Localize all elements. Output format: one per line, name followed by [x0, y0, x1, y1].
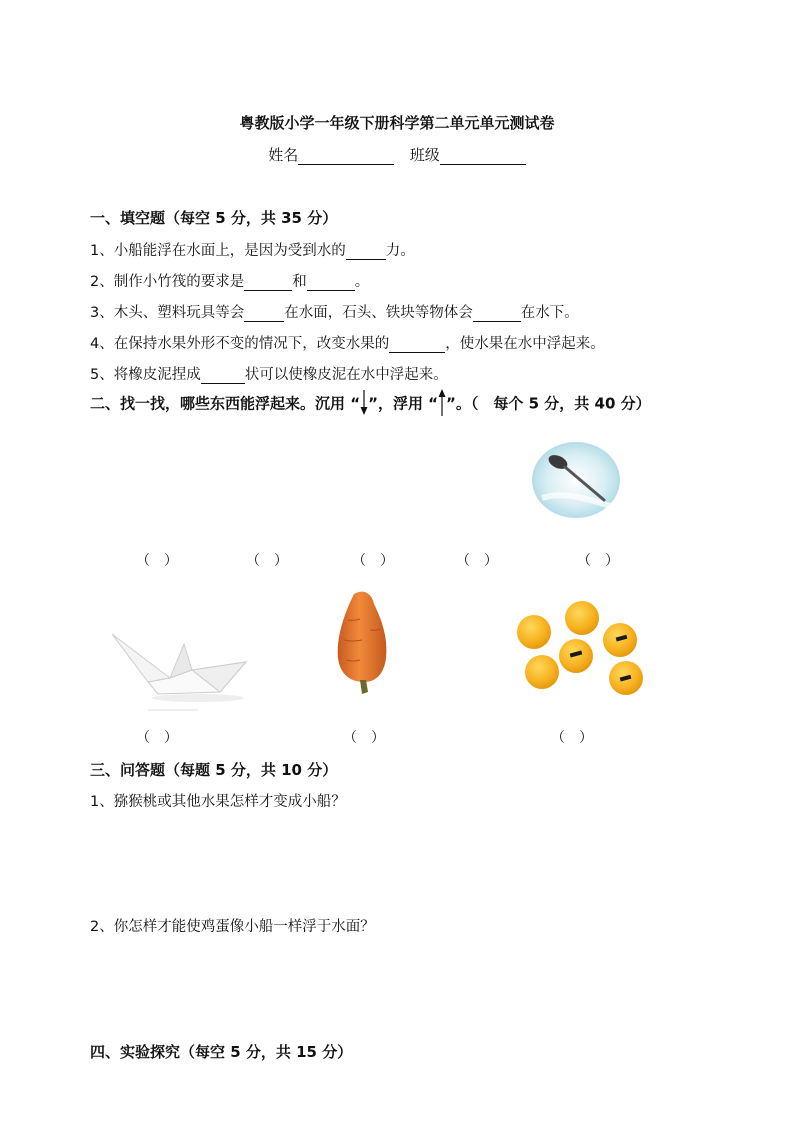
- question-text: 在水下。: [520, 305, 579, 321]
- ping-pong-balls-picture: [512, 596, 648, 706]
- question-text: 状可以使橡皮泥在水中浮起来。: [244, 367, 448, 383]
- heading-text: ”，浮用 “: [368, 394, 439, 413]
- answer-blank[interactable]: [201, 369, 245, 384]
- question-text: 在水面，石头、铁块等物体会: [284, 305, 473, 321]
- question-1-3: [90, 301, 579, 322]
- heading-text: ”。（ 每个 5 分，共 40 分）: [446, 394, 651, 413]
- student-info-line: [0, 144, 794, 165]
- question-text: 力。: [385, 243, 415, 259]
- answer-blank[interactable]: [389, 338, 445, 353]
- answer-paren[interactable]: （ ）: [136, 730, 178, 746]
- question-text: 3、木头、塑料玩具等会: [90, 305, 245, 321]
- carrot-picture: [334, 590, 390, 700]
- answer-paren[interactable]: （ ）: [343, 730, 385, 746]
- answer-paren[interactable]: （ ）: [577, 553, 619, 569]
- question-3-1: 1、猕猴桃或其他水果怎样才变成小船？: [90, 794, 346, 810]
- question-1-4: [90, 332, 605, 353]
- question-1-2: [90, 270, 369, 291]
- question-text: 1、小船能浮在水面上，是因为受到水的: [90, 243, 346, 259]
- heading-text: 二、找一找，哪些东西能浮起来。沉用 “: [90, 394, 361, 413]
- name-blank[interactable]: [298, 150, 394, 165]
- question-text: ，使水果在水中浮起来。: [445, 336, 605, 352]
- answer-paren[interactable]: （ ）: [551, 730, 593, 746]
- answer-paren[interactable]: （ ）: [456, 553, 498, 569]
- question-text: 。: [354, 274, 370, 290]
- paper-boat-picture: [108, 622, 250, 714]
- question-text: 和: [292, 274, 307, 290]
- answer-paren[interactable]: （ ）: [246, 553, 288, 569]
- question-3-2: 2、你怎样才能使鸡蛋像小船一样浮于水面？: [90, 919, 375, 935]
- answer-paren[interactable]: （ ）: [136, 553, 178, 569]
- answer-blank[interactable]: [244, 307, 284, 322]
- spoon-picture: [530, 440, 622, 520]
- question-1-5: [90, 363, 448, 384]
- answer-blank[interactable]: [473, 307, 521, 322]
- name-label: 姓名: [268, 146, 299, 164]
- question-text: 5、将橡皮泥捏成: [90, 367, 201, 383]
- section4-heading: 四、实验探究（每空 5 分，共 15 分）: [90, 1043, 353, 1061]
- section2-heading: [90, 390, 651, 418]
- answer-blank[interactable]: [244, 276, 292, 291]
- answer-paren[interactable]: （ ）: [352, 553, 394, 569]
- question-text: 4、在保持水果外形不变的情况下，改变水果的: [90, 336, 390, 352]
- page-title: 粤教版小学一年级下册科学第二单元单元测试卷: [239, 114, 555, 132]
- answer-blank[interactable]: [307, 276, 355, 291]
- arrow-up-icon: [438, 390, 446, 418]
- question-1-1: [90, 239, 415, 260]
- arrow-down-icon: [360, 390, 368, 418]
- class-blank[interactable]: [440, 150, 526, 165]
- answer-blank[interactable]: [346, 245, 386, 260]
- section3-heading: 三、问答题（每题 5 分，共 10 分）: [90, 761, 338, 779]
- class-label: 班级: [409, 146, 440, 164]
- question-text: 2、制作小竹筏的要求是: [90, 274, 245, 290]
- section1-heading: 一、填空题（每空 5 分，共 35 分）: [90, 209, 338, 227]
